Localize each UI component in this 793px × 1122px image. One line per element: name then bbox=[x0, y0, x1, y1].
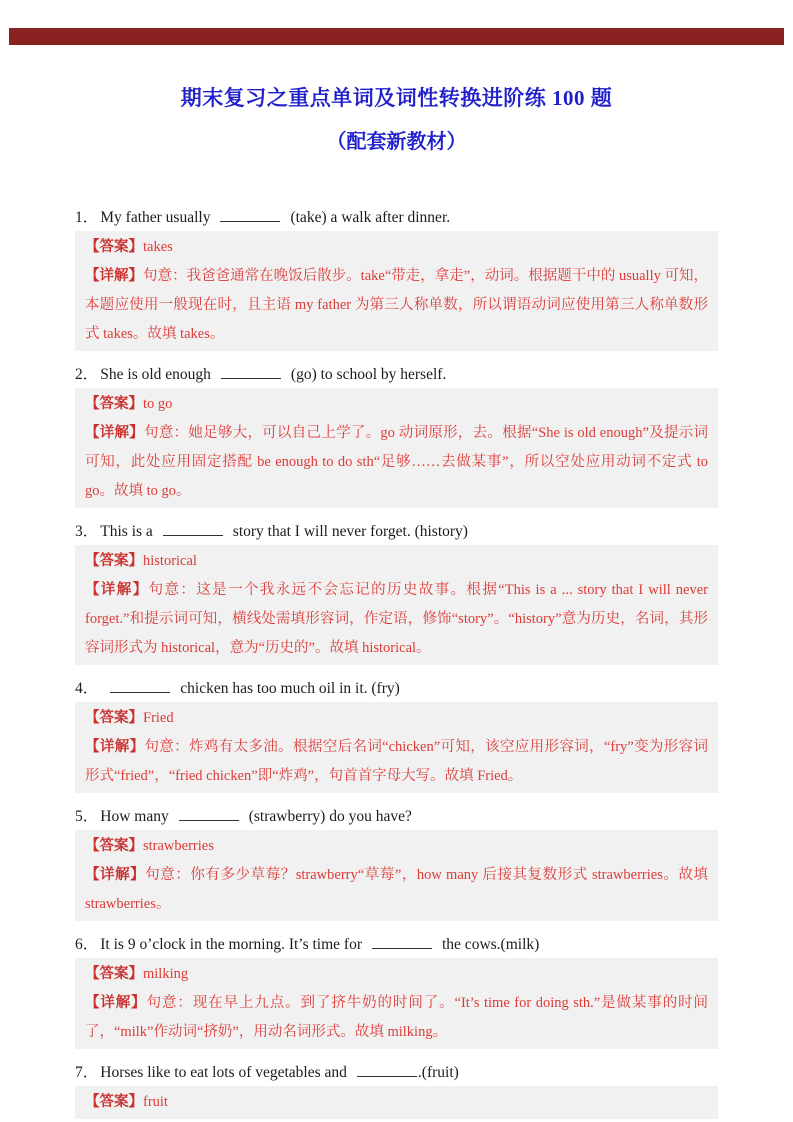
fill-in-blank bbox=[221, 364, 281, 379]
fill-in-blank bbox=[163, 521, 223, 536]
answer-label: 【答案】 bbox=[85, 1094, 143, 1110]
question-number: 6． bbox=[75, 936, 99, 953]
answer-line bbox=[85, 704, 708, 733]
answer-value: to go bbox=[143, 396, 173, 412]
fill-in-blank bbox=[220, 207, 280, 222]
detail-label: 【详解】 bbox=[85, 582, 149, 598]
doc-subtitle: （配套新教材） bbox=[326, 131, 467, 153]
detail-label: 【详解】 bbox=[85, 268, 144, 284]
fill-in-blank bbox=[179, 806, 239, 821]
stem-text-after: story that I will never forget. (history) bbox=[232, 523, 468, 540]
answer-label: 【答案】 bbox=[85, 239, 143, 255]
detail-line bbox=[85, 733, 708, 791]
question-stem bbox=[75, 934, 718, 955]
answer-label: 【答案】 bbox=[85, 966, 143, 982]
questions bbox=[75, 207, 718, 1119]
question-unit bbox=[75, 364, 718, 508]
question-stem bbox=[75, 364, 718, 385]
answer-line bbox=[85, 1088, 708, 1117]
answer-block bbox=[75, 388, 718, 508]
question-number: 1． bbox=[75, 209, 99, 226]
stem-text-after: the cows.(milk) bbox=[442, 936, 540, 953]
question-stem bbox=[75, 207, 718, 228]
detail-label: 【详解】 bbox=[85, 867, 146, 883]
document-page bbox=[75, 0, 718, 1119]
stem-text-before: It is 9 o’clock in the morning. It’s time for bbox=[100, 936, 362, 953]
answer-block bbox=[75, 958, 718, 1049]
answer-value: takes bbox=[143, 239, 173, 255]
detail-line bbox=[85, 989, 708, 1047]
question-unit bbox=[75, 207, 718, 351]
question-number: 3． bbox=[75, 523, 99, 540]
stem-text-after: .(fruit) bbox=[417, 1064, 459, 1081]
detail-text: 句意：这是一个我永远不会忘记的历史故事。根据“This is a ... story that I will never forget.”和提示词可知，横线处需填形容词，作定语，修饰“story”。“history”意为历史，名词，其形容词形式为 historical，意为“历史的”。故填 historical。 bbox=[85, 582, 709, 656]
stem-text-before: How many bbox=[100, 808, 169, 825]
question-unit bbox=[75, 806, 718, 921]
question-unit bbox=[75, 521, 718, 665]
stem-text-after: (go) to school by herself. bbox=[290, 366, 447, 383]
answer-block bbox=[75, 702, 718, 793]
detail-label: 【详解】 bbox=[85, 995, 147, 1011]
answer-label: 【答案】 bbox=[85, 396, 143, 412]
question-stem bbox=[75, 521, 718, 542]
answer-value: milking bbox=[143, 966, 189, 982]
detail-line bbox=[85, 262, 708, 349]
stem-text-after: (strawberry) do you have? bbox=[248, 808, 412, 825]
detail-label: 【详解】 bbox=[85, 739, 145, 755]
stem-text-before: My father usually bbox=[100, 209, 211, 226]
answer-block bbox=[75, 1086, 718, 1119]
question-stem bbox=[75, 806, 718, 827]
detail-line bbox=[85, 419, 708, 506]
stem-text-before: She is old enough bbox=[100, 366, 211, 383]
answer-line bbox=[85, 960, 708, 989]
answer-line bbox=[85, 233, 708, 262]
answer-value: historical bbox=[143, 553, 197, 569]
stem-text-after: (take) a walk after dinner. bbox=[290, 209, 451, 226]
answer-block bbox=[75, 545, 718, 665]
doc-title: 期末复习之重点单词及词性转换进阶练 100 题 bbox=[180, 86, 613, 110]
answer-value: fruit bbox=[143, 1094, 168, 1110]
answer-line bbox=[85, 832, 708, 861]
question-number: 2． bbox=[75, 366, 99, 383]
answer-block bbox=[75, 830, 718, 921]
detail-text: 句意：她足够大，可以自己上学了。go 动词原形，去。根据“She is old enough”及提示词可知，此处应用固定搭配 be enough to do sth“足够……去做某事”，所以空处应用动词不定式 to go。故填 to go。 bbox=[85, 425, 709, 499]
answer-label: 【答案】 bbox=[85, 710, 143, 726]
answer-label: 【答案】 bbox=[85, 838, 143, 854]
fill-in-blank bbox=[357, 1062, 417, 1077]
answer-line bbox=[85, 547, 708, 576]
answer-block bbox=[75, 231, 718, 351]
question-stem bbox=[75, 678, 718, 699]
detail-label: 【详解】 bbox=[85, 425, 145, 441]
question-unit bbox=[75, 934, 718, 1049]
question-number: 4． bbox=[75, 680, 99, 697]
question-number: 7． bbox=[75, 1064, 99, 1081]
answer-label: 【答案】 bbox=[85, 553, 143, 569]
detail-text: 句意：现在早上九点。到了挤牛奶的时间了。“It’s time for doing sth.”是做某事的时间了，“milk”作动词“挤奶”，用动名词形式。故填 milking。 bbox=[85, 995, 709, 1040]
question-stem bbox=[75, 1062, 718, 1083]
fill-in-blank bbox=[372, 934, 432, 949]
answer-value: Fried bbox=[143, 710, 174, 726]
question-number: 5． bbox=[75, 808, 99, 825]
detail-text: 句意：我爸爸通常在晚饭后散步。take“带走，拿走”，动词。根据题干中的 usually 可知，本题应使用一般现在时，且主语 my father 为第三人称单数，所以谓语动词应使用第三人称单数形式 takes。故填 takes。 bbox=[85, 268, 709, 342]
answer-value: strawberries bbox=[143, 838, 214, 854]
stem-text-before: Horses like to eat lots of vegetables and bbox=[100, 1064, 347, 1081]
question-unit bbox=[75, 1062, 718, 1119]
fill-in-blank bbox=[110, 678, 170, 693]
detail-text: 句意：炸鸡有太多油。根据空后名词“chicken”可知，该空应用形容词，“fry”变为形容词形式“fried”，“fried chicken”即“炸鸡”，句首首字母大写。故填 Fried。 bbox=[85, 739, 709, 784]
answer-line bbox=[85, 390, 708, 419]
detail-line bbox=[85, 576, 708, 663]
detail-line bbox=[85, 861, 708, 919]
question-unit bbox=[75, 678, 718, 793]
stem-text-before: This is a bbox=[100, 523, 153, 540]
detail-text: 句意：你有多少草莓？strawberry“草莓”，how many 后接其复数形式 strawberries。故填 strawberries。 bbox=[85, 867, 708, 912]
stem-text-after: chicken has too much oil in it. (fry) bbox=[180, 680, 400, 697]
